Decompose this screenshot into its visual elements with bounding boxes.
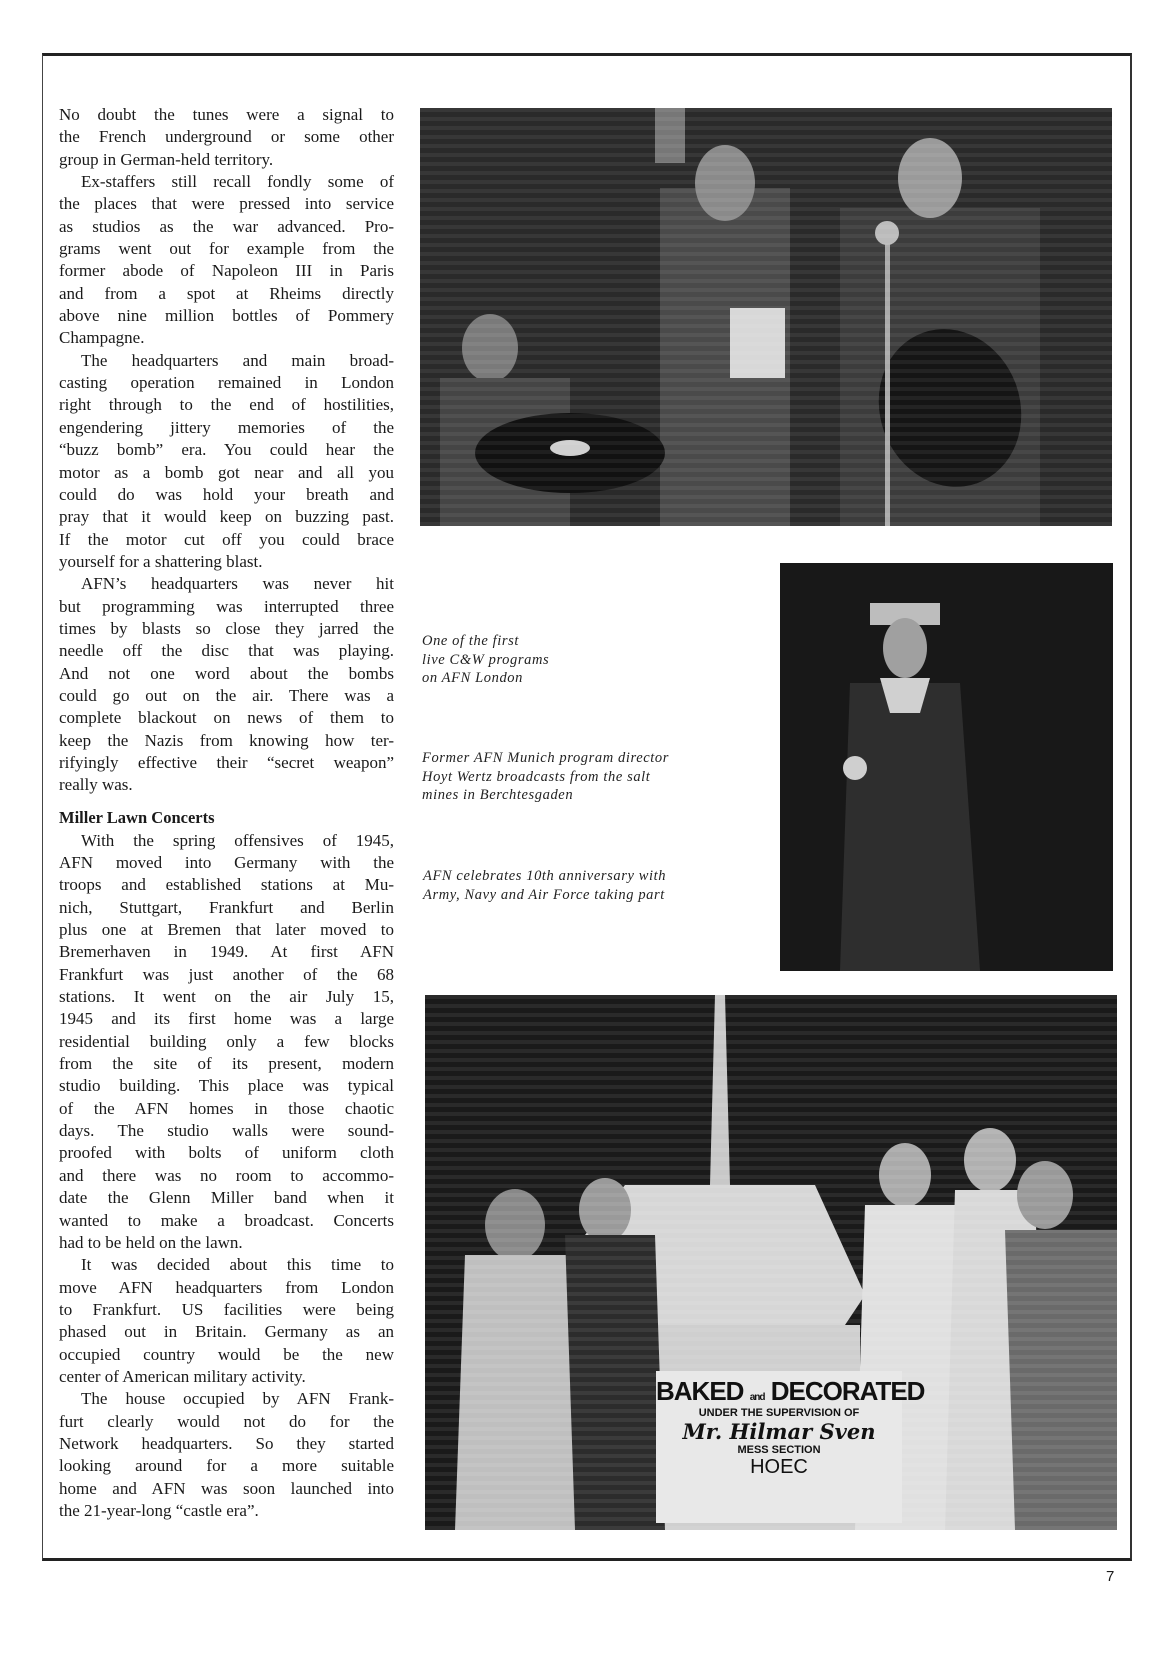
text-line: needle off the disc that was playing. [59,641,394,661]
sign-and: and [749,1392,765,1403]
text-line: center of American military activity. [59,1366,306,1386]
article-paragraph [59,830,394,1255]
text-line: looking around for a more suitable [59,1456,394,1476]
article-paragraph [59,573,394,796]
article-paragraph [59,171,394,350]
photo-hoyt-wertz [780,563,1113,971]
sign-decorated: DECORATED [770,1376,925,1406]
text-line: could do was hold your breath and [59,484,394,504]
text-line: grams went out for example from the [59,239,394,259]
text-line: pray that it would keep on buzzing past. [59,507,394,527]
text-line: If the motor cut off you could brace [59,529,394,549]
text-line: days. The studio walls were sound- [59,1121,394,1141]
text-line: Frankfurt was just another of the 68 [59,964,394,984]
text-line: could go out on the air. There was a [59,685,394,705]
article-paragraph [59,1388,394,1522]
text-line: really was. [59,775,133,795]
text-line: plus one at Bremen that later moved to [59,920,394,940]
text-line: The headquarters and main broad- [81,350,394,370]
text-line: AFN moved into Germany with the [59,853,394,872]
text-line: the places that were pressed into service [59,194,394,214]
text-line: times by blasts so close they jarred the [59,618,394,638]
caption-anniversary [423,867,666,904]
page-number: 7 [1106,1568,1115,1585]
text-line: to Frankfurt. US facilities were being [59,1299,394,1319]
text-line: above nine million bottles of Pommery [59,306,394,326]
text-line: proofed with bolts of uniform cloth [59,1143,394,1163]
text-line: phased out in Britain. Germany as an [59,1322,394,1342]
text-line: “buzz bomb” era. You could hear the [59,440,394,460]
caption-line: live C&W programs [422,651,550,668]
text-line: occupied country would be the new [59,1344,394,1364]
caption-line: on AFN London [422,670,523,686]
caption-cw-program [422,632,549,688]
sign-baked: BAKED [656,1376,744,1406]
text-line: and there was no room to accommo- [59,1165,394,1185]
sign-mess-section: MESS SECTION [737,1443,821,1456]
text-line: motor as a bomb got near and all you [59,462,394,482]
text-line: stations. It went on the air July 15, [59,987,394,1007]
photo-cw-program-image [420,108,1112,526]
text-line: home and AFN was soon launched into [59,1478,394,1498]
text-line: had to be held on the lawn. [59,1232,243,1252]
text-line: wanted to make a broadcast. Concerts [59,1210,394,1230]
text-line: the French underground or some other [59,127,394,147]
text-line: Network headquarters. So they started [59,1433,394,1453]
text-line: Bremerhaven in 1949. At first AFN [59,942,394,962]
caption-line: Army, Navy and Air Force taking part [423,886,665,903]
text-line: of the AFN homes in those chaotic [59,1098,394,1118]
text-line: And not one word about the bombs [59,663,394,683]
text-line: It was decided about this time to [81,1255,394,1275]
article-paragraph [59,104,394,171]
photo-cw-program [420,108,1112,526]
text-line: from the site of its present, modern [59,1054,394,1074]
text-line: The house occupied by AFN Frank- [81,1389,394,1409]
text-line: studio building. This place was typical [59,1076,394,1096]
text-line: AFN’s headquarters was never hit [81,574,394,594]
cake-sign [656,1371,925,1523]
text-line: engendering jittery memories of the [59,417,394,437]
sign-supervision: UNDER THE SUPERVISION OF [698,1406,860,1419]
article-paragraph [59,350,394,573]
caption-line: AFN celebrates 10th anniversary with [423,868,667,884]
text-line: as studios as the war advanced. Pro- [59,216,394,236]
caption-line: One of the first [422,633,519,649]
text-line: casting operation remained in London [59,373,394,393]
caption-line: mines in Berchtesgaden [422,787,574,803]
photo-hoyt-wertz-image [780,563,1113,971]
text-line: Champagne. [59,328,145,348]
article-column [59,104,394,1522]
text-line: furt clearly would not do for the [59,1411,394,1431]
text-line: Ex-staffers still recall fondly some of [81,172,394,192]
sign-hoec: HOEC [750,1456,808,1479]
text-line: 1945 and its first home was a large [59,1009,394,1029]
text-line: rifyingly effective their “secret weapon” [59,752,394,772]
text-line: complete blackout on news of them to [59,708,394,728]
text-line: move AFN headquarters from London [59,1277,394,1297]
text-line: and from a spot at Rheims directly [59,283,394,303]
text-line: group in German-held territory. [59,149,274,169]
caption-hoyt-wertz [422,749,669,805]
sign-name: Mr. Hilmar Sven [682,1418,876,1444]
text-line: former abode of Napoleon III in Paris [59,261,394,281]
text-line: the 21-year-long “castle era”. [59,1500,259,1520]
text-line: No doubt the tunes were a signal to [59,105,394,124]
caption-line: Hoyt Wertz broadcasts from the salt [422,768,651,785]
text-line: With the spring offensives of 1945, [81,830,394,850]
text-line: troops and established stations at Mu- [59,875,394,895]
photo-anniversary-cake [425,995,1117,1530]
caption-line: Former AFN Munich program director [422,750,670,766]
text-line: right through to the end of hostilities, [59,395,394,415]
article-paragraph [59,1254,394,1388]
text-line: date the Glenn Miller band when it [59,1188,394,1208]
text-line: nich, Stuttgart, Frankfurt and Berlin [59,897,394,917]
section-heading: Miller Lawn Concerts [59,807,215,827]
text-line: residential building only a few blocks [59,1031,394,1051]
text-line: yourself for a shattering blast. [59,551,263,571]
text-line: keep the Nazis from knowing how ter- [59,730,394,750]
text-line: but programming was interrupted three [59,596,394,616]
